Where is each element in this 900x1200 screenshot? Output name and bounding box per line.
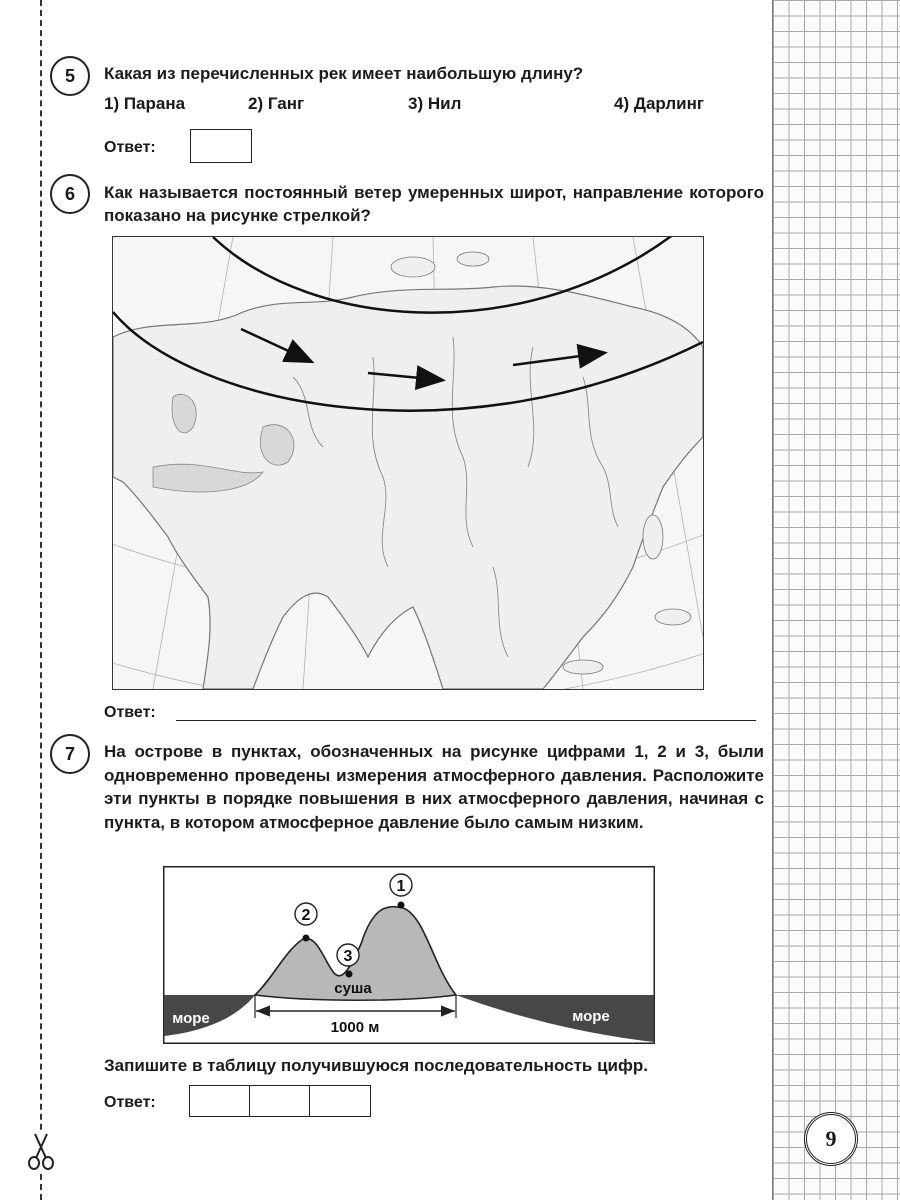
question-6-answer-line[interactable]	[176, 720, 756, 721]
point-1-number: 1	[396, 878, 406, 895]
question-5-option-2: 2) Ганг	[248, 94, 305, 113]
question-7-answer-cell-3[interactable]	[309, 1085, 371, 1117]
question-5-option-4: 4) Дарлинг	[614, 94, 704, 113]
question-5-answer-label: Ответ:	[104, 139, 156, 156]
question-7-answer-cell-1[interactable]	[189, 1085, 251, 1117]
scissors-icon	[26, 1132, 56, 1172]
cut-line	[40, 0, 42, 1200]
question-7-text	[104, 740, 764, 834]
point-3-number: 3	[343, 948, 353, 965]
point-2-number: 2	[301, 907, 311, 924]
land-label: суша	[334, 980, 372, 997]
point-3-marker	[346, 971, 353, 978]
question-7-text-start: На острове в пунктах, обозначенных на рисунке цифрами 1, 2 и 3, были одновременно проведены измерения атмосферного давления. Расположите эти пункты в порядке	[104, 742, 764, 808]
question-5-number: 5	[50, 56, 90, 96]
question-5-text: Какая из перечисленных рек имеет наибольшую длину?	[104, 64, 584, 83]
question-7-number: 7	[50, 734, 90, 774]
sea-right-label: море	[572, 1008, 610, 1025]
question-7-answer-label: Ответ:	[104, 1094, 156, 1111]
grid-margin	[772, 0, 900, 1200]
question-7-text-end: в них атмосферного давления, начиная с пункта, в котором атмосферное давление было самым низким.	[104, 789, 764, 832]
page-number: 9	[804, 1112, 858, 1166]
question-6-text: Как называется постоянный ветер умеренных широт, направление которого показано на рисунке стрелкой?	[104, 183, 764, 225]
sea-left-label: море	[172, 1010, 210, 1027]
point-1-marker	[398, 902, 405, 909]
question-6-number: 6	[50, 174, 90, 214]
eurasia-map	[112, 236, 704, 690]
question-5-option-1: 1) Парана	[104, 94, 186, 113]
distance-label: 1000 м	[330, 1019, 380, 1036]
island-cross-section-figure	[163, 866, 655, 1044]
question-6-answer-label: Ответ:	[104, 704, 156, 721]
question-5-option-3: 3) Нил	[408, 94, 462, 113]
question-7-instruction: Запишите в таблицу получившуюся последовательность цифр.	[104, 1056, 648, 1075]
question-7-answer-cell-2[interactable]	[249, 1085, 311, 1117]
point-2-marker	[303, 935, 310, 942]
question-5-answer-box[interactable]	[190, 129, 252, 163]
question-7-text-emphasis: повышения	[298, 789, 399, 808]
